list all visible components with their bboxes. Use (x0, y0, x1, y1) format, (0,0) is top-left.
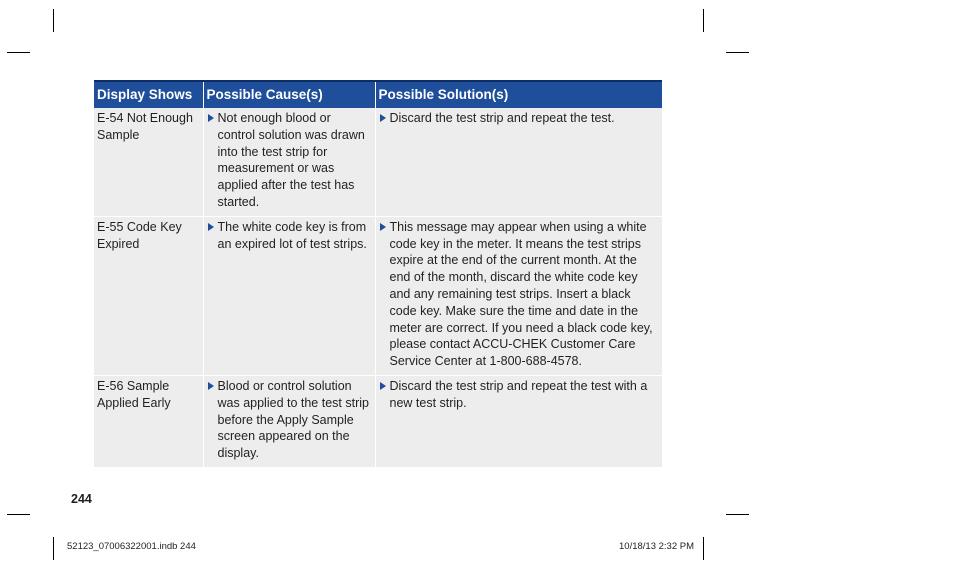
solution-cell (375, 216, 662, 375)
header-display-shows: Display Shows (94, 81, 203, 108)
cause-cell (203, 216, 375, 375)
solution-cell (375, 375, 662, 467)
display-cell: E-56 Sample Applied Early (94, 375, 203, 467)
triangle-bullet-icon (208, 382, 214, 390)
footer-timestamp: 10/18/13 2:32 PM (619, 541, 694, 552)
solution-text: Discard the test strip and repeat the test. (389, 111, 615, 125)
cause-cell (203, 108, 375, 216)
table-row (94, 216, 662, 375)
triangle-bullet-icon (380, 382, 386, 390)
solution-text: This message may appear when using a white code key in the meter. It means the test strips expire at the end of the current month. At the end of the month, discard the white code key and any remaining test strips. Insert a black code key. Make sure the time and date in the meter are correct. If you need a black code key, please contact ACCU-CHEK Customer Care Service Center at 1-800-688-4578. (389, 219, 653, 369)
triangle-bullet-icon (208, 114, 214, 122)
cause-text: The white code key is from an expired lot of test strips. (217, 219, 367, 251)
error-message-table (94, 80, 662, 468)
cause-text: Blood or control solution was applied to the test strip before the Apply Sample screen appeared on the display. (217, 378, 369, 461)
header-possible-causes: Possible Cause(s) (203, 81, 375, 108)
triangle-bullet-icon (380, 223, 386, 231)
crop-mark (703, 9, 704, 32)
table-header-row (94, 81, 662, 108)
crop-mark (53, 537, 54, 560)
footer-file-info: 52123_07006322001.indb 244 (67, 541, 196, 552)
cause-cell (203, 375, 375, 467)
triangle-bullet-icon (380, 114, 386, 122)
table-row (94, 108, 662, 216)
crop-mark (7, 514, 30, 515)
crop-mark (726, 52, 749, 53)
cause-text: Not enough blood or control solution was drawn into the test strip for measurement or was applied after the test has started. (217, 111, 365, 209)
table-row (94, 375, 662, 467)
solution-cell (375, 108, 662, 216)
page-number: 244 (71, 492, 92, 506)
solution-text: Discard the test strip and repeat the test with a new test strip. (389, 378, 648, 410)
crop-mark (7, 52, 30, 53)
crop-mark (726, 514, 749, 515)
display-cell: E-54 Not Enough Sample (94, 108, 203, 216)
crop-mark (703, 537, 704, 560)
header-possible-solutions: Possible Solution(s) (375, 81, 662, 108)
display-cell: E-55 Code Key Expired (94, 216, 203, 375)
triangle-bullet-icon (208, 223, 214, 231)
crop-mark (53, 9, 54, 32)
